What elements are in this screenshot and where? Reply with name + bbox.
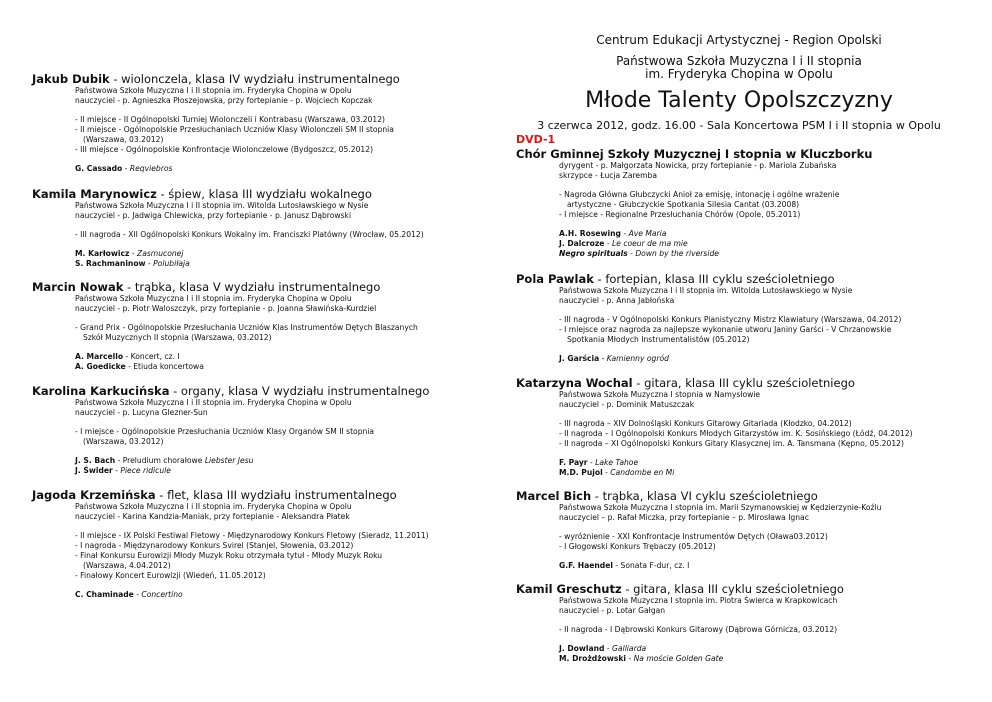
school-line: Państwowa Szkoła Muzyczna I i II stopnia im. Fryderyka Chopina w Opolu xyxy=(75,86,352,95)
award-item: - I miejsce - Regionalne Przesłuchania Chórów (Opole, 05.2011) xyxy=(559,210,801,219)
performer-name: Katarzyna Wochal xyxy=(516,376,633,390)
performer-description: - śpiew, klasa III wydziału wokalnego xyxy=(156,187,372,201)
teachers-line: nauczyciel - p. Agnieszka Płoszejowska, przy fortepianie - p. Wojciech Kopczak xyxy=(75,96,373,105)
repertoire-item: F. Payr - Lake Tahoe xyxy=(559,458,639,467)
award-item: - Nagroda Główna Głubczycki Anioł za emisję, intonację i ogólne wrażenie artystyczne - Głubczyckie Spotkania Silesia Cantat (03.2008) xyxy=(559,190,840,209)
school-line: Państwowa Szkoła Muzyczna I i II stopnia im. Fryderyka Chopina w Opolu xyxy=(75,502,352,511)
performer-name: Kamil Greschutz xyxy=(516,582,622,596)
performer-entry xyxy=(32,187,480,269)
award-item: - II miejsce - II Ogólnopolski Turniej Wiolonczeli i Kontrabasu (Warszawa, 03.2012) xyxy=(75,115,386,124)
awards-list xyxy=(516,190,976,220)
teachers-line: nauczyciel - p. Anna Jabłońska xyxy=(559,296,675,305)
repertoire-item: G. Cassado - Reqviebros xyxy=(75,164,173,173)
school-name-line1: Państwowa Szkoła Muzyczna I i II stopnia xyxy=(616,54,862,68)
awards-list xyxy=(32,323,480,343)
repertoire-item: S. Rachmaninow - Polubiłaja xyxy=(75,259,190,268)
performer-name: Jakub Dubik xyxy=(32,72,110,86)
performer-heading xyxy=(516,489,976,503)
repertoire-item: J. Garścia - Kamienny ogród xyxy=(559,354,669,363)
performer-entry xyxy=(516,489,976,571)
repertoire-item: A. Marcello - Koncert, cz. I xyxy=(75,352,180,361)
performer-description: - gitara, klasa III cyklu sześcioletniego xyxy=(621,582,844,596)
school-line: Państwowa Szkoła Muzyczna I stopnia w Namysłowie xyxy=(559,390,761,399)
performer-entry xyxy=(32,384,480,476)
repertoire-item: J. Świder - Piece ridicule xyxy=(75,466,171,475)
repertoire-list xyxy=(516,458,976,478)
violin-line: skrzypce - Łucja Zaremba xyxy=(559,171,657,180)
repertoire-list xyxy=(32,249,480,269)
repertoire-item: G.F. Haendel - Sonata F-dur, cz. I xyxy=(559,561,690,570)
award-item: - I Głogowski Konkurs Trębaczy (05.2012) xyxy=(559,542,716,551)
teachers-line: nauczyciel - p. Lucyna Glezner-Sun xyxy=(75,408,208,417)
performer-name: Marcel Bich xyxy=(516,489,592,503)
teachers-line: nauczyciel - p. Lotar Gałgan xyxy=(559,606,666,615)
performer-heading xyxy=(32,384,480,398)
performer-name: Pola Pawlak xyxy=(516,272,594,286)
awards-list xyxy=(516,315,976,345)
teachers-line: nauczyciel – p. Rafał Miczka, przy fortepianie – p. Mirosława Ignac xyxy=(559,513,809,522)
awards-list xyxy=(32,427,480,447)
performer-entry xyxy=(32,72,480,174)
repertoire-item: A.H. Rosewing - Ave Maria xyxy=(559,229,667,238)
repertoire-item: M.D. Pujol - Candombe en Mi xyxy=(559,468,675,477)
performer-name: Marcin Nowak xyxy=(32,280,124,294)
performer-entry xyxy=(516,272,976,364)
performer-name: Jagoda Krzemińska xyxy=(32,488,156,502)
performer-heading xyxy=(32,187,480,201)
date-venue: 3 czerwca 2012, godz. 16.00 - Sala Koncertowa PSM I i II stopnia w Opolu xyxy=(537,119,941,132)
performer-heading xyxy=(32,280,480,294)
repertoire-list xyxy=(32,352,480,372)
school-line: Państwowa Szkoła Muzyczna I i II stopnia im. Witolda Lutosławskiego w Nysie xyxy=(559,286,853,295)
repertoire-list xyxy=(32,164,480,174)
performer-heading xyxy=(516,582,976,596)
performer-name: Karolina Karkucińska xyxy=(32,384,170,398)
performer-description: - trąbka, klasa VI cyklu sześcioletniego xyxy=(591,489,818,503)
award-item: - III nagroda – XIV Dolnośląski Konkurs Gitarowy Gitariada (Kłodzko, 04.2012) xyxy=(559,419,852,428)
repertoire-list xyxy=(516,644,976,664)
award-item: - Grand Prix - Ogólnopolskie Przesłuchania Uczniów Klas Instrumentów Dętych Blaszanych Szkół Muzycznych II stopnia (Warszawa, 03.2012) xyxy=(75,323,418,342)
award-item: - wyróżnienie - XXI Konfrontacje Instrumentów Dętych (Oława03.2012) xyxy=(559,532,828,541)
repertoire-list xyxy=(32,590,480,600)
school-line: Państwowa Szkoła Muzyczna I i II stopnia im. Fryderyka Chopina w Opolu xyxy=(75,294,352,303)
performer-description: - organy, klasa V wydziału instrumentalnego xyxy=(169,384,430,398)
teachers-line: nauczyciel - p. Jadwiga Chlewicka, przy fortepianie - p. Janusz Dąbrowski xyxy=(75,211,352,220)
school-name-line2: im. Fryderyka Chopina w Opolu xyxy=(645,67,833,81)
performer-description: - trąbka, klasa V wydziału instrumentalnego xyxy=(123,280,381,294)
award-item: - I miejsce - Ogólnopolskie Przesłuchania Uczniów Klasy Organów SM II stopnia (Warszawa, 03.2012) xyxy=(75,427,375,446)
repertoire-item: Negro spirituals - Down by the riverside xyxy=(559,249,719,258)
award-item: - II miejsce - Ogólnopolskie Przesłuchaniach Uczniów Klasy Wiolonczeli SM II stopnia (Warszawa, 03.2012) xyxy=(75,125,394,144)
performer-heading xyxy=(516,272,976,286)
school-line: Państwowa Szkoła Muzyczna I i II stopnia im. Witolda Lutosławskiego w Nysie xyxy=(75,201,369,210)
awards-list xyxy=(32,230,480,240)
award-item: - I miejsce oraz nagroda za najlepsze wykonanie utworu Janiny Garści - V Chrzanowskie Spotkania Młodych Instrumentalistów (05.2012) xyxy=(559,325,892,344)
conductor-line: dyrygent - p. Małgorzata Nowicka, przy fortepianie - p. Mariola Zubańska xyxy=(559,161,837,170)
repertoire-item: C. Chaminade - Concertino xyxy=(75,590,183,599)
performer-name: Chór Gminnej Szkoły Muzycznej I stopnia w Kluczborku xyxy=(516,147,873,161)
performer-description: - fortepian, klasa III cyklu sześcioletniego xyxy=(593,272,835,286)
awards-list xyxy=(516,532,976,552)
teachers-line: nauczyciel - p. Piotr Waloszczyk, przy fortepianie - p. Joanna Sławińska-Kurdziel xyxy=(75,304,377,313)
awards-list xyxy=(516,419,976,449)
performer-entry xyxy=(32,488,480,600)
repertoire-list xyxy=(516,561,976,571)
teachers-line: nauczyciel - p. Dominik Matuszczak xyxy=(559,400,695,409)
award-item: - III nagroda - V Ogólnopolski Konkurs Pianistyczny Mistrz Klawiatury (Warszawa, 04.2012) xyxy=(559,315,902,324)
award-item: - II nagroda – XI Ogólnopolski Konkurs Gitary Klasycznej im. A. Tansmana (Kępno, 05.2012) xyxy=(559,439,904,448)
award-item: - II nagroda – I Ogólnopolski Konkurs Młodych Gitarzystów im. K. Sosińskiego (Łódź, 04.2012) xyxy=(559,429,913,438)
repertoire-item: J. Dalcroze - Le coeur de ma mie xyxy=(559,239,688,248)
award-item: - Finał Konkursu Eurowizji Młody Muzyk Roku otrzymała tytuł - Młody Muzyk Roku (Warszawa, 4.04.2012) xyxy=(75,551,383,570)
awards-list xyxy=(516,625,976,635)
award-item: - II nagroda - I Dąbrowski Konkurs Gitarowy (Dąbrowa Górnicza, 03.2012) xyxy=(559,625,838,634)
repertoire-item: M. Drożdżowski - Na moście Golden Gate xyxy=(559,654,724,663)
repertoire-list xyxy=(516,229,976,259)
performer-description: - gitara, klasa III cyklu sześcioletniego xyxy=(632,376,855,390)
performer-heading xyxy=(516,147,976,161)
performer-entry xyxy=(516,582,976,664)
award-item: - Finałowy Koncert Eurowizji (Wiedeń, 11.05.2012) xyxy=(75,571,266,580)
repertoire-item: M. Karłowicz - Zasmuconej xyxy=(75,249,184,258)
repertoire-item: A. Goedicke - Etiuda koncertowa xyxy=(75,362,204,371)
repertoire-list xyxy=(32,456,480,476)
program-title: Młode Talenty Opolszczyzny xyxy=(585,88,893,113)
performer-description: - wiolonczela, klasa IV wydziału instrumentalnego xyxy=(109,72,400,86)
performer-name: Kamila Marynowicz xyxy=(32,187,157,201)
performer-heading xyxy=(516,376,976,390)
awards-list xyxy=(32,531,480,581)
performer-entry xyxy=(32,280,480,372)
repertoire-item: J. Dowland - Galliarda xyxy=(559,644,647,653)
school-line: Państwowa Szkoła Muzyczna I i II stopnia im. Fryderyka Chopina w Opolu xyxy=(75,398,352,407)
school-line: Państwowa Szkoła Muzyczna I stopnia im. Piotra Świerca w Krapkowicach xyxy=(559,596,838,605)
awards-list xyxy=(32,115,480,155)
performer-heading xyxy=(32,488,480,502)
performer-description: - flet, klasa III wydziału instrumentalnego xyxy=(155,488,397,502)
teachers-line: nauczyciel - Karina Kandzia-Maniak, przy fortepianie - Aleksandra Płatek xyxy=(75,512,350,521)
repertoire-list xyxy=(516,354,976,364)
dvd-label: DVD-1 xyxy=(516,133,556,146)
organization-name: Centrum Edukacji Artystycznej - Region Opolski xyxy=(596,33,882,47)
performer-entry xyxy=(516,376,976,478)
award-item: - I nagroda - Międzynarodowy Konkurs Svirel (Stanjel, Słowenia, 03.2012) xyxy=(75,541,354,550)
award-item: - III nagroda - XII Ogólnopolski Konkurs Wokalny im. Franciszki Platówny (Wrocław, 05.2012) xyxy=(75,230,424,239)
award-item: - III miejsce - Ogólnopolskie Konfrontacje Wiolonczelowe (Bydgoszcz, 05.2012) xyxy=(75,145,374,154)
award-item: - II miejsce - IX Polski Festiwal Fletowy - Międzynarodowy Konkurs Fletowy (Sieradz, 11.2011) xyxy=(75,531,429,540)
repertoire-item: J. S. Bach - Preludium chorałowe Liebster Jesu xyxy=(75,456,254,465)
performer-heading xyxy=(32,72,480,86)
school-line: Państwowa Szkoła Muzyczna I stopnia im. Marii Szymanowskiej w Kędzierzynie-Koźlu xyxy=(559,503,882,512)
performer-entry xyxy=(516,147,976,259)
